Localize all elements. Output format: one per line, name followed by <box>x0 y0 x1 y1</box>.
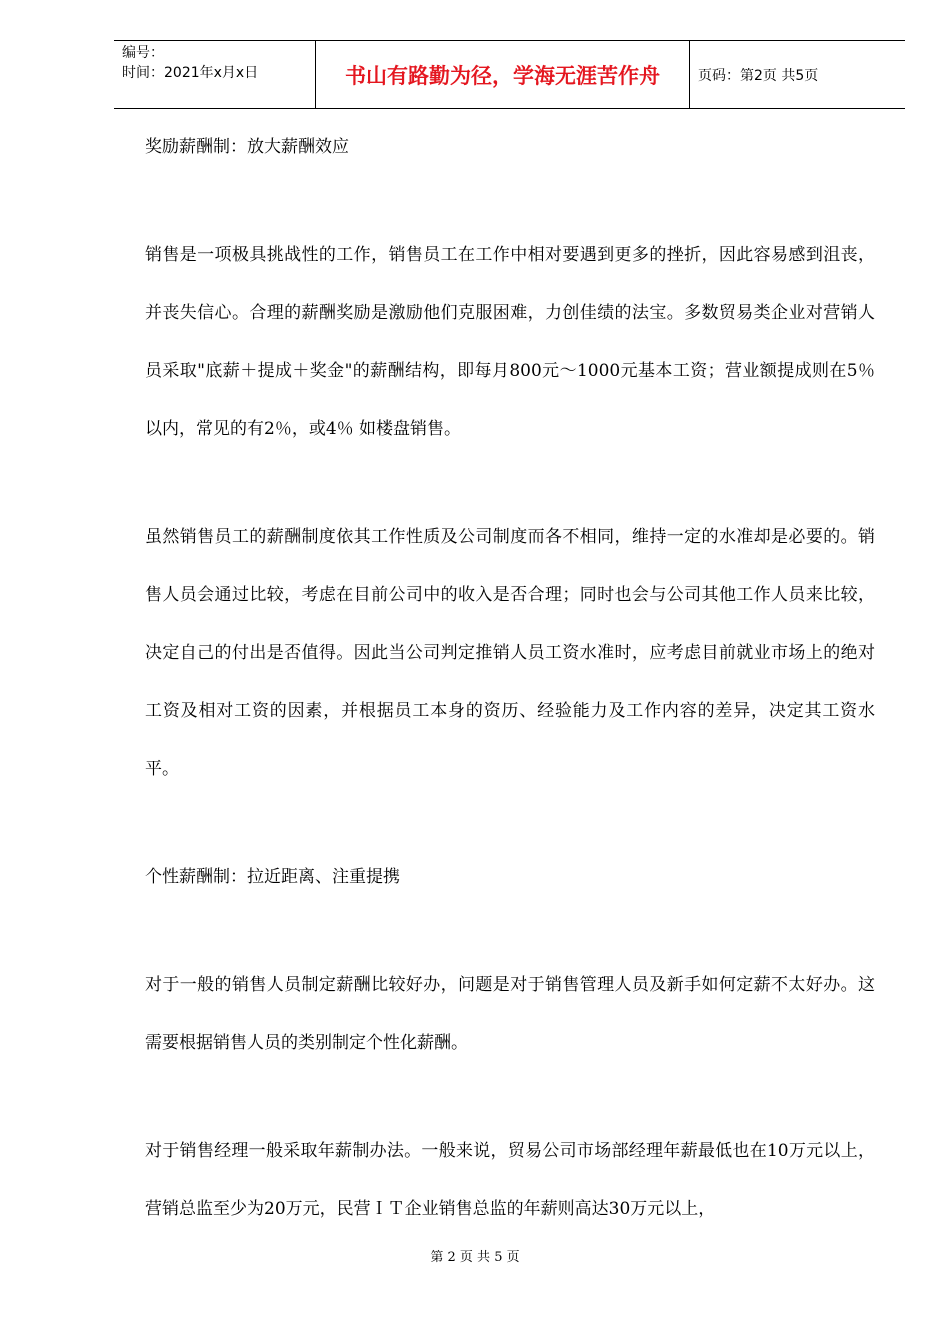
header-page-info: 页码：第2页 共5页 <box>698 67 819 84</box>
section-heading-personal: 个性薪酬制：拉近距离、注重提携 <box>145 867 400 887</box>
document-body <box>145 118 875 1238</box>
header-meta <box>114 41 315 108</box>
paragraph: 对于销售经理一般采取年薪制办法。一般来说，贸易公司市场部经理年薪最低也在10万元以上，营销总监至少为20万元，民营ＩＴ企业销售总监的年薪则高达30万元以上， <box>145 1141 875 1219</box>
paragraph: 虽然销售员工的薪酬制度依其工作性质及公司制度而各不相同，维持一定的水准却是必要的。销售人员会通过比较，考虑在目前公司中的收入是否合理；同时也会与公司其他工作人员来比较，决定自己的付出是否值得。因此当公司判定推销人员工资水准时，应考虑目前就业市场上的绝对工资及相对工资的因素，并根据员工本身的资历、经验能力及工作内容的差异，决定其工资水平。 <box>145 527 875 779</box>
page-header <box>114 40 905 109</box>
section-heading-reward: 奖励薪酬制：放大薪酬效应 <box>145 137 349 157</box>
page-footer: 第 2 页 共 5 页 <box>430 1250 520 1265</box>
time-label: 时间：2021年x月x日 <box>122 65 259 81</box>
header-motto: 书山有路勤为径，学海无涯苦作舟 <box>315 41 690 108</box>
paragraph: 对于一般的销售人员制定薪酬比较好办，问题是对于销售管理人员及新手如何定薪不太好办。这需要根据销售人员的类别制定个性化薪酬。 <box>145 975 875 1053</box>
paragraph: 销售是一项极具挑战性的工作，销售员工在工作中相对要遇到更多的挫折，因此容易感到沮丧，并丧失信心。合理的薪酬奖励是激励他们克服困难，力创佳绩的法宝。多数贸易类企业对营销人员采取"底薪＋提成＋奖金"的薪酬结构，即每月800元～1000元基本工资；营业额提成则在5％以内，常见的有2％，或4％ 如楼盘销售。 <box>145 245 875 439</box>
number-label: 编号： <box>122 45 164 61</box>
